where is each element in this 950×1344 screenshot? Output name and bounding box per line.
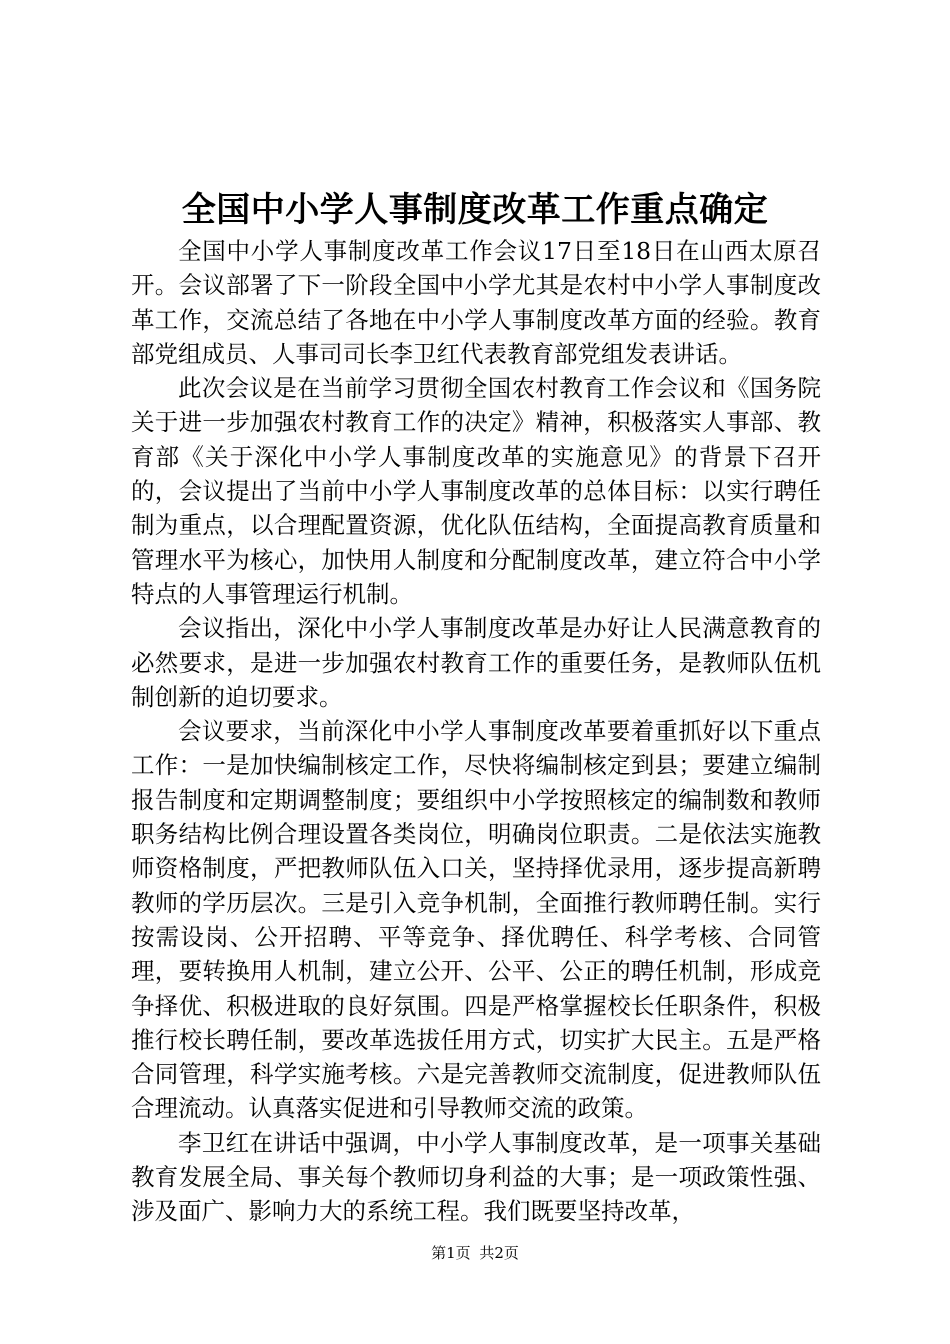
- paragraph-5: 李卫红在讲话中强调，中小学人事制度改革，是一项事关基础教育发展全局、事关每个教师切身利益的大事；是一项政策性强、涉及面广、影响力大的系统工程。我们既要坚持改革，: [131, 1128, 821, 1226]
- page-footer: [0, 1243, 950, 1263]
- paragraph-1: 全国中小学人事制度改革工作会议17日至18日在山西太原召开。会议部署了下一阶段全国中小学尤其是农村中小学人事制度改革工作，交流总结了各地在中小学人事制度改革方面的经验。教育部党组成员、人事司司长李卫红代表教育部党组发表讲话。: [131, 237, 821, 368]
- document-body: [131, 234, 821, 1229]
- page-number: 第1页: [431, 1244, 471, 1262]
- paragraph-4: 会议要求，当前深化中小学人事制度改革要着重抓好以下重点工作：一是加快编制核定工作，尽快将编制核定到县；要建立编制报告制度和定期调整制度；要组织中小学按照核定的编制数和教师职务结构比例合理设置各类岗位，明确岗位职责。二是依法实施教师资格制度，严把教师队伍入口关，坚持择优录用，逐步提高新聘教师的学历层次。三是引入竞争机制，全面推行教师聘任制。实行按需设岗、公开招聘、平等竞争、择优聘任、科学考核、合同管理，要转换用人机制，建立公开、公平、公正的聘任机制，形成竞争择优、积极进取的良好氛围。四是严格掌握校长任职条件，积极推行校长聘任制，要改革选拔任用方式，切实扩大民主。五是严格合同管理，科学实施考核。六是完善教师交流制度，促进教师队伍合理流动。认真落实促进和引导教师交流的政策。: [131, 717, 821, 1123]
- document-title: 全国中小学人事制度改革工作重点确定: [181, 190, 769, 230]
- page-total: 共2页: [479, 1244, 519, 1262]
- paragraph-3: 会议指出，深化中小学人事制度改革是办好让人民满意教育的必然要求，是进一步加强农村教育工作的重要任务，是教师队伍机制创新的迫切要求。: [131, 614, 821, 711]
- paragraph-2: 此次会议是在当前学习贯彻全国农村教育工作会议和《国务院关于进一步加强农村教育工作的决定》精神，积极落实人事部、教育部《关于深化中小学人事制度改革的实施意见》的背景下召开的，会议提出了当前中小学人事制度改革的总体目标：以实行聘任制为重点，以合理配置资源，优化队伍结构，全面提高教育质量和管理水平为核心，加快用人制度和分配制度改革，建立符合中小学特点的人事管理运行机制。: [131, 374, 821, 608]
